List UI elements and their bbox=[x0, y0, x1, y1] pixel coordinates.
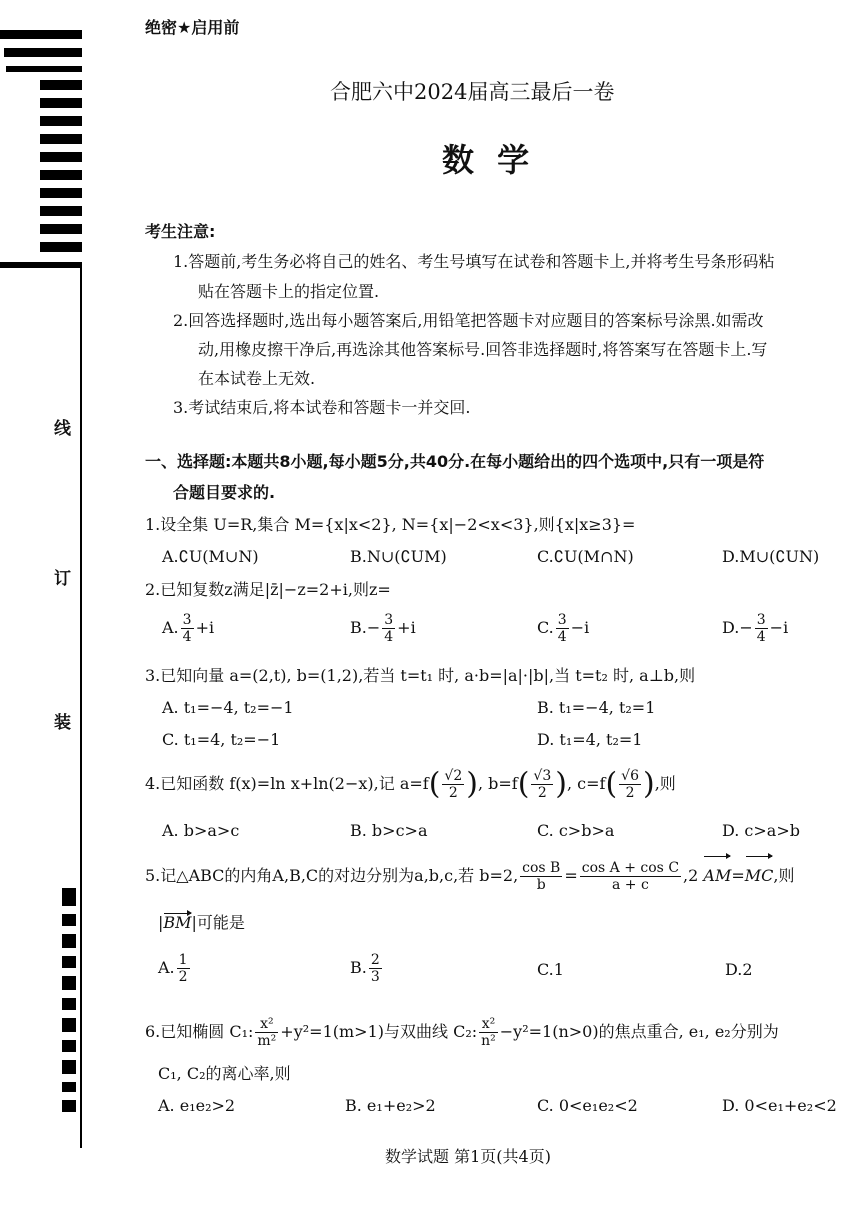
q1-option-c: C.∁U(M∩N) bbox=[537, 547, 634, 566]
secret-label: 绝密★启用前 bbox=[145, 18, 240, 37]
q2-option-d: D.− $\frac{3}{4}$ −i bbox=[722, 612, 789, 645]
section1-line2: 合题目要求的. bbox=[173, 483, 276, 502]
margin-label-line: 线 bbox=[54, 419, 71, 439]
q6-option-c: C. 0<e₁e₂<2 bbox=[537, 1096, 638, 1115]
q1-option-d: D.M∪(∁UN) bbox=[722, 547, 820, 566]
section1-line1: 一、选择题:本题共8小题,每小题5分,共40分.在每小题给出的四个选项中,只有一项是符 bbox=[145, 452, 765, 471]
q5-stem: 5.记△ABC的内角A,B,C的对边分别为a,b,c,若 b=2, $\frac{\text{cos B}}{b}$ = $\frac{\text{cos A + cos C}}{a + c}$ ,2 AM=MC,则 bbox=[145, 856, 794, 896]
notice-line-2: 贴在答题卡上的指定位置. bbox=[198, 282, 380, 301]
margin-label-ding: 订 bbox=[54, 569, 71, 589]
q5-option-b: B. $\frac{2}{3}$ bbox=[350, 952, 380, 985]
q1-option-a: A.∁U(M∪N) bbox=[162, 547, 259, 566]
q6-stem: 6.已知椭圆 C₁: $\frac{\text{x²}}{\text{m²}}$ +y²=1(m>1)与双曲线 C₂: $\frac{\text{x²}}{\text{n²}}$ −y²=1(n>0)的焦点重合, e₁, e₂分别为 bbox=[145, 1016, 779, 1049]
notice-line-1: 1.答题前,考生务必将自己的姓名、考生号填写在试卷和答题卡上,并将考生号条形码粘 bbox=[173, 252, 775, 271]
margin-label-zhuang: 装 bbox=[54, 713, 71, 733]
q4-stem: 4.已知函数 f(x)=ln x+ln(2−x),记 a=f( $\frac{√2}{2}$ ), b=f( $\frac{√3}{2}$ ), c=f( $\frac{√6}{2}$ ),则 bbox=[145, 766, 676, 802]
q3-stem: 3.已知向量 a=(2,t), b=(1,2),若当 t=t₁ 时, a·b=|a|·|b|,当 t=t₂ 时, a⊥b,则 bbox=[145, 666, 696, 685]
q1-option-b: B.N∪(∁UM) bbox=[350, 547, 447, 566]
q2-option-c: C. $\frac{3}{4}$ −i bbox=[537, 612, 590, 645]
exam-title: 合肥六中2024届高三最后一卷 bbox=[330, 80, 615, 104]
q2-option-b: B.− $\frac{3}{4}$ +i bbox=[350, 612, 416, 645]
q3-option-c: C. t₁=4, t₂=−1 bbox=[162, 730, 281, 749]
q5-option-c: C.1 bbox=[537, 960, 564, 979]
q3-option-a: A. t₁=−4, t₂=−1 bbox=[162, 698, 294, 717]
q5-line2: |BM|可能是 bbox=[158, 913, 245, 932]
q4-option-d: D. c>a>b bbox=[722, 821, 800, 840]
q6-option-a: A. e₁e₂>2 bbox=[158, 1096, 236, 1115]
q6-line2: C₁, C₂的离心率,则 bbox=[158, 1064, 291, 1083]
q4-option-a: A. b>a>c bbox=[162, 821, 240, 840]
q2-stem: 2.已知复数z满足|z̄|−z=2+i,则z= bbox=[145, 580, 391, 599]
page-footer: 数学试题 第1页(共4页) bbox=[385, 1147, 551, 1166]
q2-option-a: A. $\frac{3}{4}$ +i bbox=[162, 612, 215, 645]
q4-option-c: C. c>b>a bbox=[537, 821, 615, 840]
q5-option-a: A. $\frac{1}{2}$ bbox=[158, 952, 188, 985]
q1-stem: 1.设全集 U=R,集合 M={x|x<2}, N={x|−2<x<3},则{x|x≥3}= bbox=[145, 515, 636, 534]
notice-heading: 考生注意: bbox=[145, 222, 216, 241]
q3-option-d: D. t₁=4, t₂=1 bbox=[537, 730, 643, 749]
notice-line-6: 3.考试结束后,将本试卷和答题卡一并交回. bbox=[173, 398, 471, 417]
notice-line-3: 2.回答选择题时,选出每小题答案后,用铅笔把答题卡对应题目的答案标号涂黑.如需改 bbox=[173, 311, 764, 330]
q4-option-b: B. b>c>a bbox=[350, 821, 428, 840]
subject-title: 数 学 bbox=[442, 141, 536, 179]
q6-option-d: D. 0<e₁+e₂<2 bbox=[722, 1096, 837, 1115]
q6-option-b: B. e₁+e₂>2 bbox=[345, 1096, 436, 1115]
notice-line-4: 动,用橡皮擦干净后,再选涂其他答案标号.回答非选择题时,将答案写在答题卡上.写 bbox=[198, 340, 768, 359]
q3-option-b: B. t₁=−4, t₂=1 bbox=[537, 698, 656, 717]
notice-line-5: 在本试卷上无效. bbox=[198, 369, 316, 388]
q5-option-d: D.2 bbox=[725, 960, 753, 979]
